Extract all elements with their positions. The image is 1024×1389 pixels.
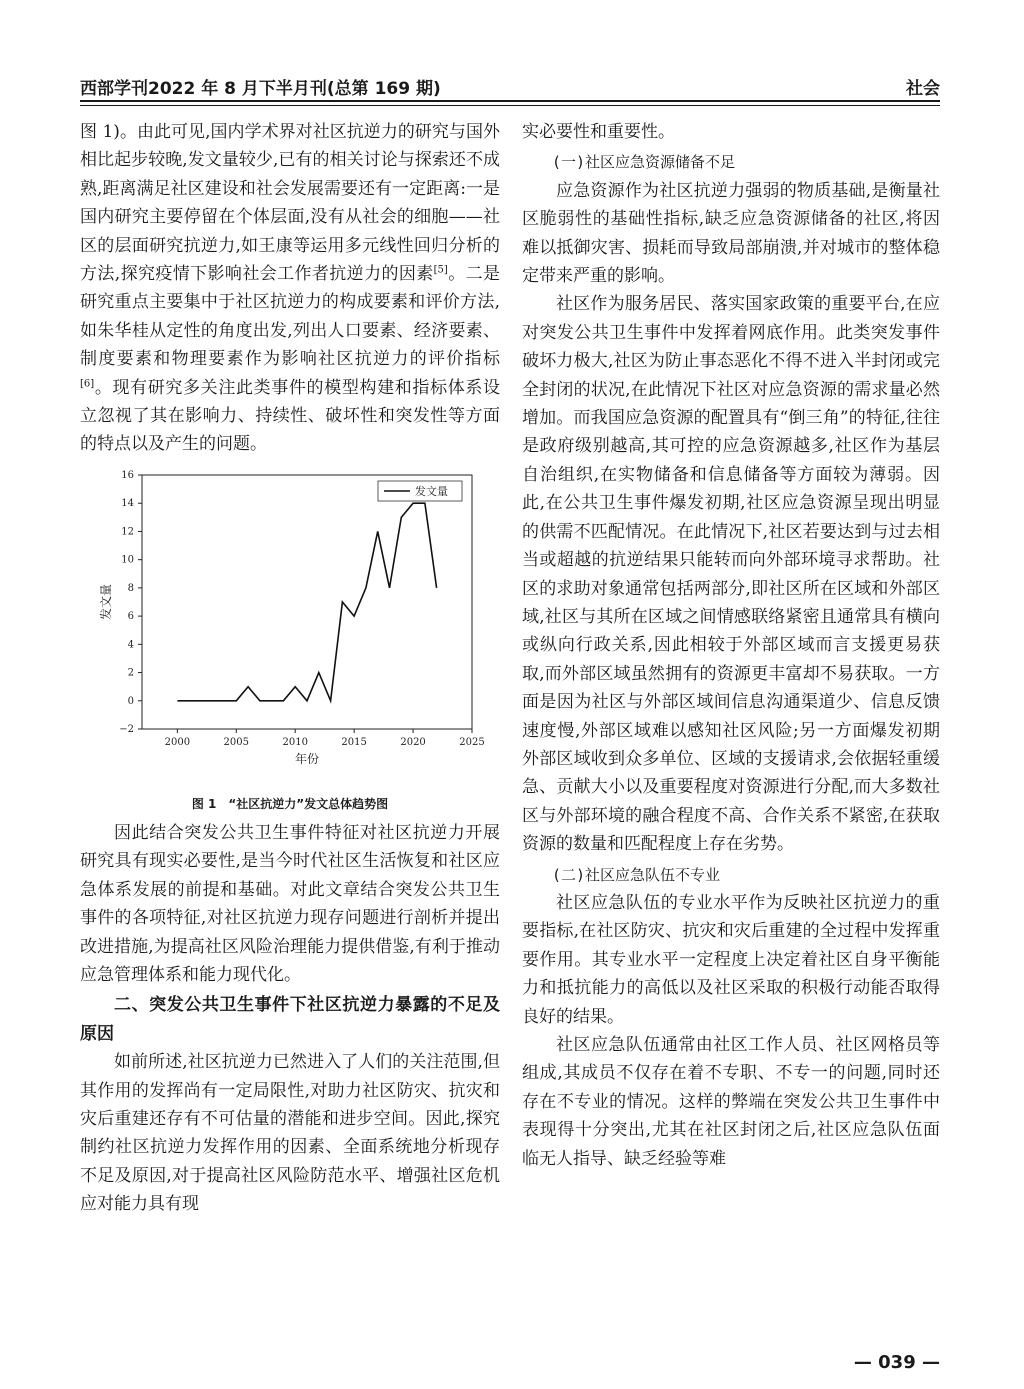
paragraph: 社区作为服务居民、落实国家政策的重要平台,在应对突发公共卫生事件中发挥着网底作用。此类突发事件破坏力极大,社区为防止事态恶化不得不进入半封闭或完全封闭的状况,在此情况下社区对应急资源的需求量必然增加。而我国应急资源的配置具有“倒三角”的特征,往往是政府级别越高,其可控的应急资源越多,社区作为基层自治组织,在实物储备和信息储备等方面较为薄弱。因此,在公共卫生事件爆发初期,社区应急资源呈现出明显的供需不匹配情况。在此情况下,社区若要达到与过去相当或超越的抗逆结果只能转而向外部环境寻求帮助。社区的求助对象通常包括两部分,即社区所在区域和外部区域,社区与其所在区域之间情感联络紧密且通常具有横向或纵向行政关系,因此相较于外部区域而言支援更易获取,而外部区域虽然拥有的资源更丰富却不易获取。一方面是因为社区与外部区域间信息沟通渠道少、信息反馈速度慢,外部区域难以感知社区风险;另一方面爆发初期外部区域收到众多单位、区域的支援请求,会依据轻重缓急、贡献大小以及重要程度对资源进行分配,而大多数社区与外部环境的融合程度不高、合作关系不紧密,在获取资源的数量和匹配程度上存在劣势。	[522, 294, 940, 855]
paragraph: 社区应急队伍通常由社区工作人员、社区网格员等组成,其成员不仅存在着不专职、不专一的问题,同时还存在不专业的情况。这样的弊端在突发公共卫生事件中表现得十分突出,尤其在社区封闭之后,社区应急队伍面临无人指导、缺乏经验等难	[522, 1035, 940, 1169]
x-tick-label: 2010	[282, 736, 308, 748]
paragraph-continued	[80, 118, 500, 459]
text-run: 图 1)。由此可见,国内学术界对社区抗逆力的研究与国外相比起步较晚,发文量较少,已有的相关讨论与探索还不成熟,距离满足社区建设和社会发展需要还有一定距离:一是国内研究主要停留在个体层面,没有从社会的细胞——社区的层面研究抗逆力,如王康等运用多元线性回归分析的方法,探究疫情下影响社会工作者抗逆力的因素	[80, 122, 500, 285]
y-tick-label: 16	[121, 469, 134, 481]
paragraph: 应急资源作为社区抗逆力强弱的物质基础,是衡量社区脆弱性的基础性指标,缺乏应急资源储备的社区,将因难以抵御灾害、损耗而导致局部崩溃,并对城市的整体稳定带来严重的影响。	[522, 180, 940, 287]
header-rule	[80, 100, 940, 102]
legend-label: 发文量	[415, 484, 448, 498]
paragraph: 因此结合突发公共卫生事件特征对社区抗逆力开展研究具有现实必要性,是当今时代社区生活恢复和社区应急体系发展的前提和基础。对此文章结合突发公共卫生事件的各项特征,对社区抗逆力现存问题进行剖析并提出改进措施,为提高社区风险治理能力提供借鉴,有利于推动应急管理体系和能力现代化。	[80, 822, 500, 985]
citation-ref: [5]	[433, 264, 448, 276]
text-run: 。现有研究多关注此类事件的模型构建和指标体系设立忽视了其在影响力、持续性、破坏性和突发性等方面的特点以及产生的问题。	[80, 377, 500, 455]
x-tick-label: 2020	[400, 736, 426, 748]
x-tick-label: 2025	[459, 736, 485, 748]
paragraph: 如前所述,社区抗逆力已然进入了人们的关注范围,但其作用的发挥尚有一定局限性,对助力社区防灾、抗灾和灾后重建还存有不可估量的潜能和进步空间。因此,探究制约社区抗逆力发挥作用的因素、全面系统地分析现存不足及原因,对于提高社区风险防范水平、增强社区危机应对能力具有现	[80, 1052, 500, 1215]
trend-chart	[80, 467, 500, 793]
running-header	[80, 70, 940, 102]
y-tick-label: 0	[127, 695, 134, 707]
subsection-heading: (一)社区应急资源储备不足	[552, 153, 736, 172]
x-tick-label: 2005	[223, 736, 250, 748]
figure-1	[80, 467, 500, 793]
paragraph-continued: 实必要性和重要性。	[522, 122, 675, 142]
subsection-heading: (二)社区应急队伍不专业	[552, 865, 721, 884]
y-tick-label: 8	[127, 582, 134, 594]
page-number: — 039 —	[853, 1352, 940, 1373]
section-heading: 二、突发公共卫生事件下社区抗逆力暴露的不足及原因	[80, 995, 500, 1044]
y-tick-label: 2	[127, 667, 134, 679]
x-tick-label: 2015	[341, 736, 367, 748]
header-rule-thin	[80, 105, 940, 106]
y-tick-label: 4	[127, 639, 134, 651]
y-tick-label: −2	[119, 723, 134, 735]
y-tick-label: 10	[121, 554, 134, 566]
section-name: 社会	[906, 79, 940, 99]
paragraph: 社区应急队伍的专业水平作为反映社区抗逆力的重要指标,在社区防灾、抗灾和灾后重建的全过程中发挥重要作用。其专业水平一定程度上决定着社区自身平衡能力和抵抗能力的高低以及社区采取的积极行动能否取得良好的结果。	[522, 892, 940, 1027]
series-line	[177, 503, 436, 701]
y-tick-label: 12	[121, 526, 134, 538]
left-column	[80, 118, 500, 1219]
right-column	[522, 118, 940, 1173]
x-axis-label: 年份	[294, 751, 320, 766]
journal-title: 西部学刊2022 年 8 月下半月刊(总第 169 期)	[80, 79, 441, 99]
citation-ref: [6]	[80, 378, 95, 389]
figure-caption: 图 1 “社区抗逆力”发文总体趋势图	[191, 796, 389, 811]
y-axis-label: 发文量	[99, 583, 113, 620]
text-run: 。二是研究重点主要集中于社区抗逆力的构成要素和评价方法,如朱华桂从定性的角度出发,列出人口要素、经济要素、制度要素和物理要素作为影响社区抗逆力的评价指标	[80, 264, 501, 370]
y-tick-label: 6	[127, 610, 134, 622]
y-tick-label: 14	[121, 498, 134, 510]
x-tick-label: 2000	[164, 736, 191, 748]
plot-frame	[142, 475, 472, 729]
